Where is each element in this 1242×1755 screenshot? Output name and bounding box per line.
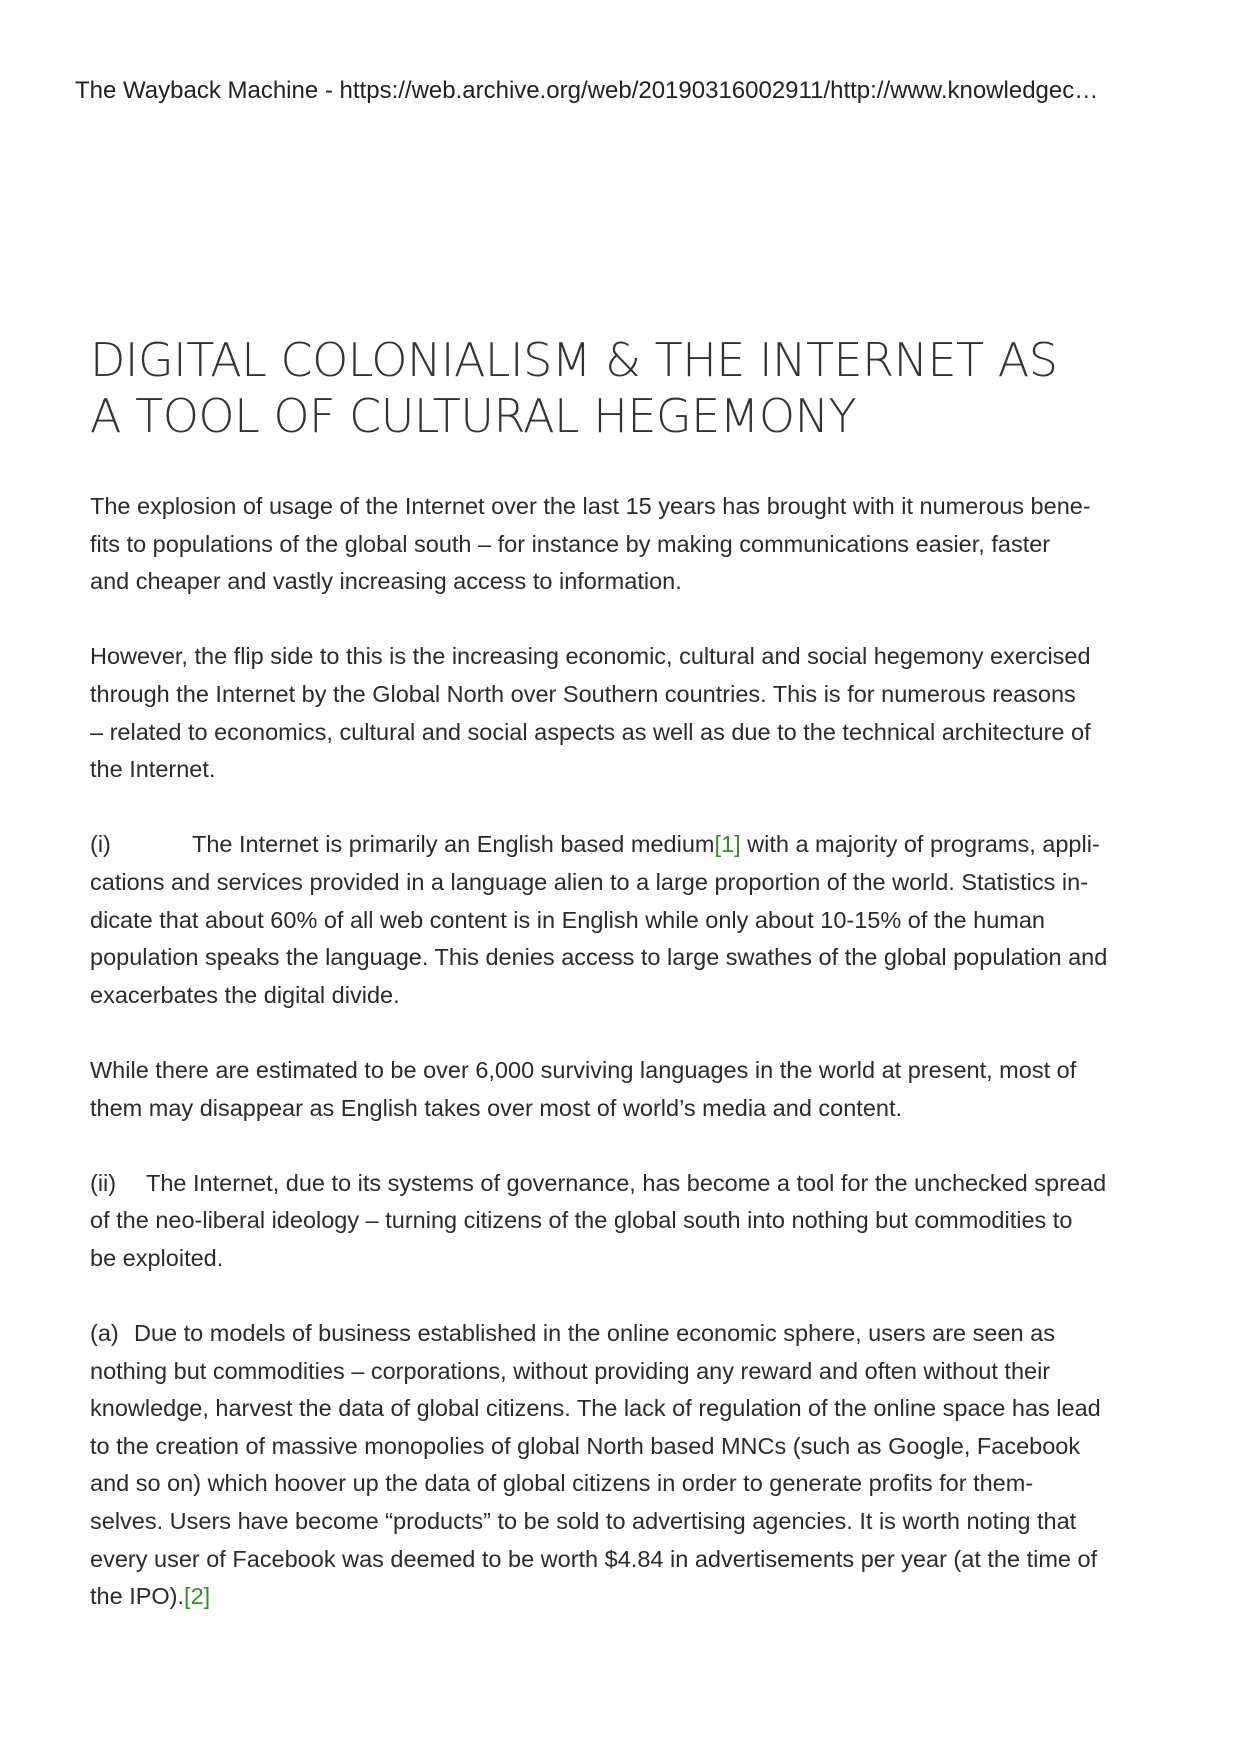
wayback-header: The Wayback Machine - https://web.archive.org/web/20190316002911/http://www.knowledgec… (75, 77, 1099, 104)
text-line: However, the flip side to this is the increasing economic, cultural and social hegemony exercised (90, 643, 1091, 670)
text-line: cations and services provided in a language alien to a large proportion of the world. Statistics in- (90, 868, 1089, 895)
text-line: the Internet. (90, 756, 216, 783)
text-line: nothing but commodities – corporations, without providing any reward and often without their (90, 1357, 1051, 1384)
text-segment: Due to models of business established in the online economic sphere, users are seen as (134, 1320, 1055, 1347)
text-line (90, 1315, 1150, 1353)
text-line (90, 1578, 1150, 1616)
text-line: be exploited. (90, 1244, 224, 1271)
text-line: and cheaper and vastly increasing access to information. (90, 568, 682, 595)
paragraph-flip-side (90, 638, 1150, 788)
text-line: and so on) which hoover up the data of global citizens in order to generate profits for them- (90, 1470, 1034, 1497)
text-line: fits to populations of the global south – for instance by making communications easier, faster (90, 530, 1051, 557)
text-segment: The Internet, due to its systems of governance, has become a tool for the unchecked spread (146, 1169, 1107, 1196)
text-line: – related to economics, cultural and social aspects as well as due to the technical architecture of (90, 718, 1091, 745)
text-line: selves. Users have become “products” to be sold to advertising agencies. It is worth noting that (90, 1508, 1077, 1535)
text-line (90, 1165, 1150, 1203)
paragraph-languages (90, 1052, 1150, 1127)
item-label: (a) (90, 1320, 119, 1347)
title-line: DIGITAL COLONIALISM & THE INTERNET AS (90, 333, 1058, 387)
article-body (90, 488, 1150, 1616)
article-title (90, 332, 1150, 444)
paragraph-item-ii (90, 1165, 1150, 1278)
text-line: knowledge, harvest the data of global citizens. The lack of regulation of the online space has lead (90, 1395, 1101, 1422)
item-label: (ii) (90, 1169, 117, 1196)
footnote-link-2[interactable]: [2] (184, 1583, 211, 1610)
text-line: While there are estimated to be over 6,000 surviving languages in the world at present, most of (90, 1056, 1077, 1083)
text-segment: with a majority of programs, appli- (740, 831, 1100, 858)
text-line: every user of Facebook was deemed to be worth $4.84 in advertisements per year (at the time of (90, 1545, 1098, 1572)
paragraph-item-i (90, 826, 1150, 1014)
text-line: population speaks the language. This denies access to large swathes of the global population and (90, 944, 1108, 971)
text-segment: The Internet is primarily an English based medium (192, 831, 715, 858)
text-line: The explosion of usage of the Internet over the last 15 years has brought with it numerous bene- (90, 493, 1091, 519)
text-line: dicate that about 60% of all web content is in English while only about 10-15% of the human (90, 906, 1045, 933)
text-line: them may disappear as English takes over most of world’s media and content. (90, 1094, 903, 1121)
text-line: of the neo-liberal ideology – turning citizens of the global south into nothing but commodities to (90, 1207, 1073, 1234)
text-line (90, 826, 1150, 864)
text-segment: the IPO). (90, 1583, 185, 1610)
paragraph-intro (90, 488, 1150, 601)
footnote-link-1[interactable]: [1] (714, 831, 741, 858)
article (90, 332, 1150, 1653)
text-line: exacerbates the digital divide. (90, 981, 400, 1008)
title-line: A TOOL OF CULTURAL HEGEMONY (90, 389, 857, 443)
text-line: through the Internet by the Global North over Southern countries. This is for numerous reasons (90, 680, 1076, 707)
item-label: (i) (90, 831, 111, 858)
text-line: to the creation of massive monopolies of global North based MNCs (such as Google, Facebook (90, 1432, 1081, 1459)
paragraph-item-a (90, 1315, 1150, 1616)
